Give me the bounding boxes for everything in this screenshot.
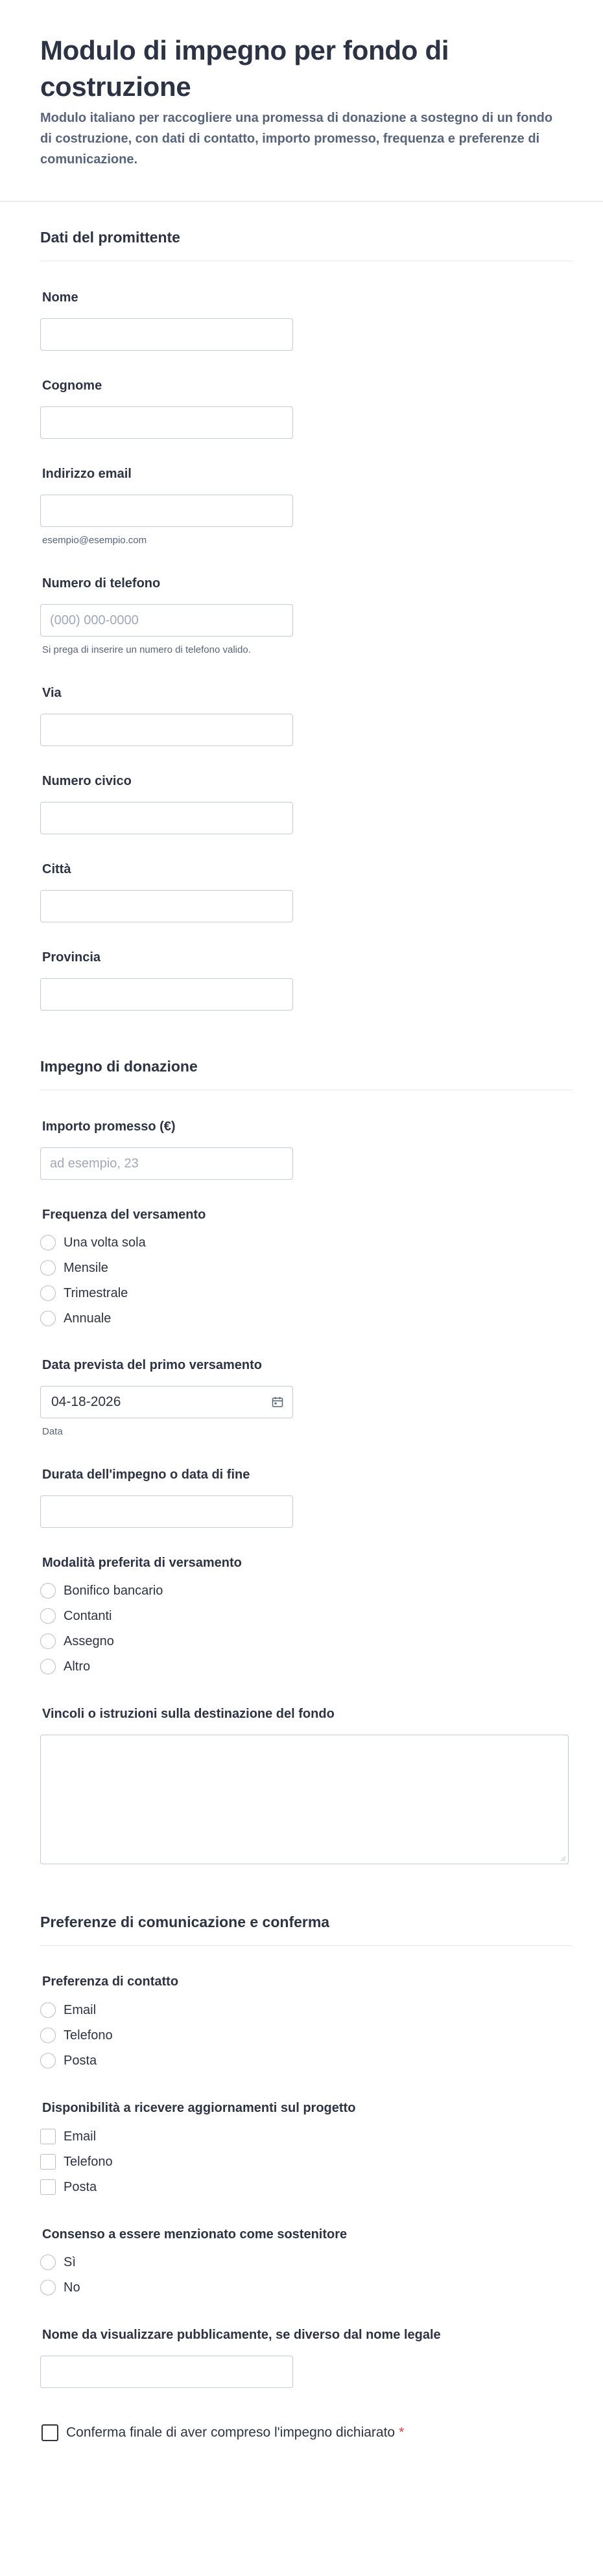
option-label: Telefono — [64, 2028, 113, 2043]
radio-button[interactable] — [40, 2280, 56, 2295]
city-input[interactable] — [40, 890, 293, 922]
section-title-communication: Preferenze di comunicazione e conferma — [40, 1914, 330, 1930]
resize-handle-icon[interactable] — [560, 1855, 566, 1862]
updates-option-phone[interactable] — [40, 2153, 113, 2170]
header-divider — [0, 201, 603, 202]
payment-method-option-cash[interactable] — [40, 1608, 112, 1624]
payment-method-label: Modalità preferita di versamento — [42, 1556, 242, 1570]
option-label: Email — [64, 2002, 97, 2017]
frequency-label: Frequenza del versamento — [42, 1208, 206, 1222]
frequency-option-once[interactable] — [40, 1234, 146, 1251]
payment-method-option-bank[interactable] — [40, 1582, 163, 1599]
city-label: Città — [42, 862, 71, 876]
calendar-icon[interactable] — [272, 1396, 283, 1408]
province-label: Provincia — [42, 950, 101, 965]
checkbox[interactable] — [40, 2179, 56, 2195]
confirm-checkbox[interactable] — [41, 2424, 58, 2441]
radio-button[interactable] — [40, 2028, 56, 2043]
updates-option-email[interactable] — [40, 2128, 96, 2145]
option-label: Una volta sola — [64, 1235, 146, 1250]
house-number-label: Numero civico — [42, 774, 132, 788]
radio-button[interactable] — [40, 1608, 56, 1624]
option-label: Sì — [64, 2254, 76, 2269]
phone-label: Numero di telefono — [42, 576, 161, 591]
first-name-label: Nome — [42, 290, 78, 305]
last-name-input[interactable] — [40, 406, 293, 439]
radio-button[interactable] — [40, 2254, 56, 2270]
date-value: 04-18-2026 — [51, 1394, 121, 1409]
option-label: Contanti — [64, 1608, 112, 1623]
house-number-input[interactable] — [40, 802, 293, 834]
section-title-donor: Dati del promittente — [40, 229, 180, 246]
option-label: Telefono — [64, 2154, 113, 2169]
frequency-option-monthly[interactable] — [40, 1259, 108, 1276]
street-label: Via — [42, 686, 62, 700]
radio-button[interactable] — [40, 2053, 56, 2068]
duration-label: Durata dell'impegno o data di fine — [42, 1468, 250, 1482]
checkbox[interactable] — [40, 2154, 56, 2170]
recognition-label: Consenso a essere menzionato come sostenitore — [42, 2227, 348, 2242]
email-sublabel: esempio@esempio.com — [42, 535, 147, 546]
contact-preference-option-mail[interactable] — [40, 2052, 97, 2069]
first-name-input[interactable] — [40, 318, 293, 351]
restrictions-label: Vincoli o istruzioni sulla destinazione del fondo — [42, 1707, 335, 1721]
first-payment-label: Data prevista del primo versamento — [42, 1358, 263, 1372]
phone-sublabel: Si prega di inserire un numero di telefono valido. — [42, 644, 251, 655]
contact-preference-option-phone[interactable] — [40, 2027, 113, 2044]
updates-label: Disponibilità a ricevere aggiornamenti sul progetto — [42, 2101, 356, 2115]
payment-method-option-other[interactable] — [40, 1658, 90, 1675]
page-title: Modulo di impegno per fondo di costruzione — [40, 35, 449, 102]
checkbox[interactable] — [40, 2129, 56, 2144]
recognition-option-yes[interactable] — [40, 2254, 76, 2271]
option-label: Assegno — [64, 1633, 114, 1648]
phone-input[interactable] — [40, 604, 293, 637]
option-label: No — [64, 2280, 80, 2295]
updates-option-mail[interactable] — [40, 2179, 97, 2195]
required-asterisk: * — [399, 2425, 405, 2440]
street-input[interactable] — [40, 714, 293, 746]
first-payment-sublabel: Data — [42, 1426, 63, 1437]
form-header — [0, 0, 603, 170]
confirm-label: Conferma finale di aver compreso l'impegno dichiarato * — [66, 2425, 405, 2440]
radio-button[interactable] — [40, 1260, 56, 1276]
option-label: Trimestrale — [64, 1285, 128, 1300]
radio-button[interactable] — [40, 1659, 56, 1674]
first-payment-date-input[interactable] — [40, 1386, 293, 1418]
last-name-label: Cognome — [42, 379, 102, 393]
amount-label: Importo promesso (€) — [42, 1119, 176, 1134]
province-input[interactable] — [40, 978, 293, 1011]
option-label: Bonifico bancario — [64, 1583, 163, 1598]
option-label: Posta — [64, 2053, 97, 2068]
email-label: Indirizzo email — [42, 467, 132, 481]
radio-button[interactable] — [40, 2002, 56, 2018]
contact-preference-option-email[interactable] — [40, 2002, 96, 2019]
public-name-label: Nome da visualizzare pubblicamente, se diverso dal nome legale — [42, 2328, 441, 2342]
payment-method-option-check[interactable] — [40, 1633, 114, 1650]
frequency-option-quarterly[interactable] — [40, 1285, 128, 1302]
duration-input[interactable] — [40, 1495, 293, 1528]
radio-button[interactable] — [40, 1583, 56, 1598]
radio-button[interactable] — [40, 1633, 56, 1649]
amount-input[interactable] — [40, 1147, 293, 1180]
email-input[interactable] — [40, 495, 293, 527]
page-subtitle: Modulo italiano per raccogliere una promessa di donazione a sostegno di un fondo di costruzione, con dati di contatto, importo promesso, frequenza e preferenze di comunicazione. — [40, 111, 553, 167]
option-label: Posta — [64, 2179, 97, 2194]
public-name-input[interactable] — [40, 2356, 293, 2388]
option-label: Altro — [64, 1659, 91, 1674]
radio-button[interactable] — [40, 1235, 56, 1250]
section-divider-communication — [40, 1945, 572, 1946]
option-label: Annuale — [64, 1311, 112, 1326]
frequency-option-yearly[interactable] — [40, 1310, 111, 1327]
radio-button[interactable] — [40, 1311, 56, 1326]
radio-button[interactable] — [40, 1285, 56, 1301]
restrictions-textarea[interactable] — [40, 1735, 569, 1864]
option-label: Mensile — [64, 1260, 108, 1275]
contact-preference-label: Preferenza di contatto — [42, 1974, 179, 1989]
recognition-option-no[interactable] — [40, 2279, 80, 2296]
section-title-pledge: Impegno di donazione — [40, 1058, 198, 1075]
option-label: Email — [64, 2129, 97, 2144]
confirm-checkbox-row[interactable] — [41, 2424, 404, 2441]
